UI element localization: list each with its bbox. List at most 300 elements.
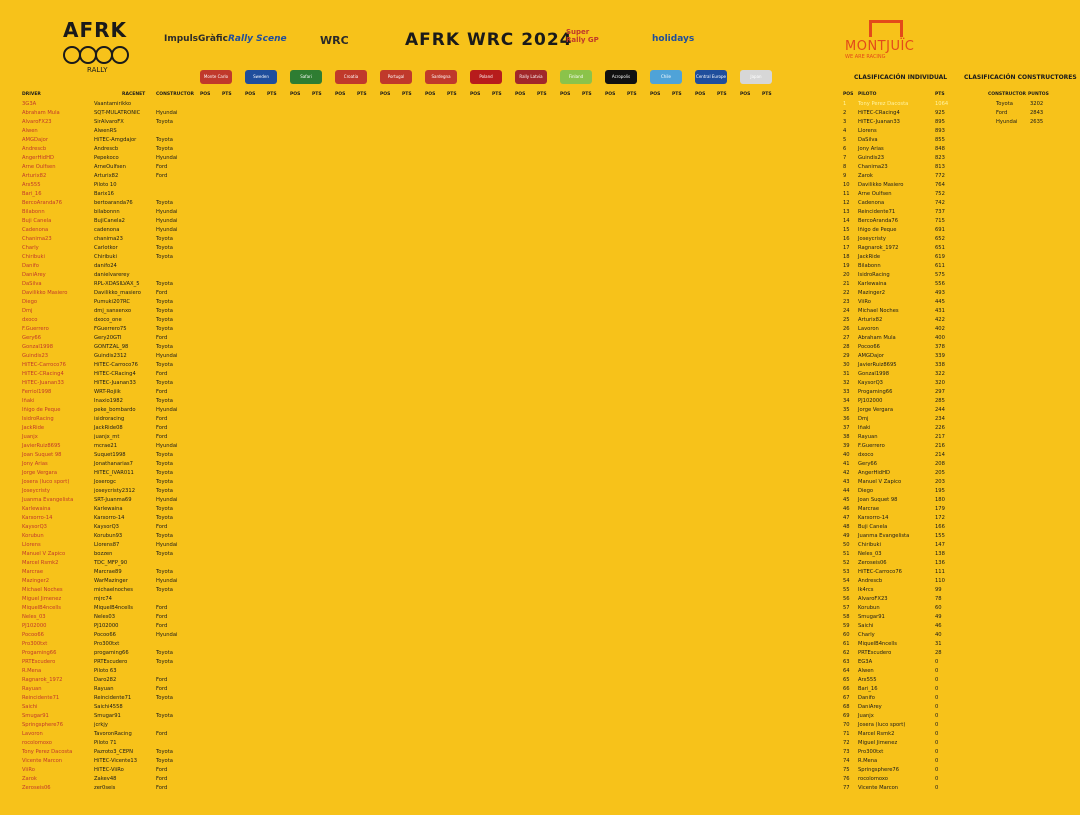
standing-pts: 752 (935, 191, 945, 197)
standing-row (843, 299, 973, 306)
driver-name: BercoAranda76 (22, 200, 63, 206)
constructor: Toyota (156, 551, 173, 557)
constructor: Toyota (156, 344, 173, 350)
driver-name: F.Guerrero (22, 326, 49, 332)
driver-name: Tony Perez Dacosta (22, 749, 73, 755)
standing-pts: 322 (935, 371, 945, 377)
sponsor-wrc: WRC (320, 34, 349, 47)
constructor: Hyundai (156, 110, 178, 116)
standing-pos: 28 (843, 344, 850, 350)
racenet-id: progaming66 (94, 650, 129, 656)
constructor: Ford (156, 605, 168, 611)
racenet-id: isidroracing (94, 416, 125, 422)
racenet-id: HiTEC_IVAR011 (94, 470, 134, 476)
standing-driver: Charly (858, 632, 875, 638)
standing-row (843, 425, 973, 432)
sponsor-rally-scene: Rally Scene (228, 34, 287, 44)
driver-name: Joan Suquet 98 (22, 452, 62, 458)
racenet-id: HiTEC-Juanan33 (94, 380, 136, 386)
driver-name: Davilikko Masiero (22, 290, 68, 296)
standing-driver: Diego (858, 488, 874, 494)
driver-name: Smugar91 (22, 713, 49, 719)
col-pts: PTS (672, 92, 682, 97)
constructor: Toyota (156, 587, 173, 593)
standing-row (843, 470, 973, 477)
col-pts: PTS (492, 92, 502, 97)
standing-pts: 691 (935, 227, 945, 233)
standing-driver: R.Mena (858, 758, 878, 764)
standing-pts: 611 (935, 263, 945, 269)
constructor: Toyota (156, 452, 173, 458)
standing-pos: 61 (843, 641, 850, 647)
constructor: Toyota (156, 515, 173, 521)
standing-pos: 11 (843, 191, 850, 197)
standing-driver: Juanma Evangelista (858, 533, 910, 539)
standing-pts: 110 (935, 578, 945, 584)
standing-row (843, 371, 973, 378)
standing-pts: 78 (935, 596, 942, 602)
con-col-puntos: PUNTOS (1028, 92, 1049, 97)
standing-driver: HiTEC-CRacing4 (858, 110, 900, 116)
standing-pos: 48 (843, 524, 850, 530)
standing-driver: JackRide (858, 254, 881, 260)
standing-pos: 3 (843, 119, 847, 125)
standing-driver: Iñaki (858, 425, 871, 431)
racenet-id: WRT-Rojiik (94, 389, 121, 395)
driver-name: IsidroRacing (22, 416, 54, 422)
standing-pos: 77 (843, 785, 850, 791)
standing-pos: 76 (843, 776, 850, 782)
standing-pts: 0 (935, 686, 939, 692)
table-row (22, 227, 812, 234)
standing-pos: 10 (843, 182, 850, 188)
driver-name: Rayuan (22, 686, 42, 692)
standing-driver: MiquelB4ncells (858, 641, 897, 647)
driver-name: Joseycristy (22, 488, 50, 494)
driver-name: Jony Arias (22, 461, 48, 467)
standing-pos: 70 (843, 722, 850, 728)
table-row (22, 110, 812, 117)
standing-pts: 172 (935, 515, 945, 521)
table-row (22, 632, 812, 639)
table-row (22, 416, 812, 423)
driver-name: KaysorQ3 (22, 524, 47, 530)
standing-row (843, 218, 973, 225)
standing-row (843, 173, 973, 180)
standing-row (843, 335, 973, 342)
racenet-id: BujiCanela2 (94, 218, 125, 224)
table-row (22, 254, 812, 261)
racenet-id: peke_bombardo (94, 407, 136, 413)
standing-row (843, 515, 973, 522)
racenet-id: Neles03 (94, 614, 116, 620)
standing-pos: 45 (843, 497, 850, 503)
standing-pos: 23 (843, 299, 850, 305)
racenet-id: HiTEC-ViiRo (94, 767, 124, 773)
standing-pts: 320 (935, 380, 945, 386)
standing-driver: Zarok (858, 173, 873, 179)
standing-driver: Reincidente71 (858, 209, 896, 215)
standing-row (843, 452, 973, 459)
driver-name: Zeroseis06 (22, 785, 51, 791)
standing-pts: 147 (935, 542, 945, 548)
racenet-id: Karlewaina (94, 506, 123, 512)
standing-driver: EG3A (858, 659, 873, 665)
standing-driver: Karxorro-14 (858, 515, 889, 521)
driver-name: Chiribuki (22, 254, 45, 260)
driver-name: Neles_03 (22, 614, 46, 620)
table-row (22, 524, 812, 531)
standing-pts: 338 (935, 362, 945, 368)
standing-pos: 34 (843, 398, 850, 404)
rally-plate: Croatia (335, 70, 367, 84)
sponsor-super-rally: Super Rally GP (566, 28, 599, 44)
racenet-id: Saichi4558 (94, 704, 123, 710)
standing-pts: 925 (935, 110, 945, 116)
table-row (22, 236, 812, 243)
racenet-id: Marcrae89 (94, 569, 122, 575)
driver-name: Charly (22, 245, 39, 251)
table-row (22, 317, 812, 324)
standing-pos: 71 (843, 731, 850, 737)
racenet-id: Barix16 (94, 191, 114, 197)
standing-pos: 9 (843, 173, 847, 179)
col-pos: POS (695, 92, 706, 97)
standing-pos: 51 (843, 551, 850, 557)
standing-pts: 445 (935, 299, 945, 305)
racenet-id: PRTEscudero (94, 659, 128, 665)
table-row (22, 569, 812, 576)
constructor-pts: 2843 (1030, 110, 1044, 116)
racenet-id: PJ102000 (94, 623, 119, 629)
constructor: Ford (156, 425, 168, 431)
logo-sub: RALLY (87, 66, 108, 74)
standing-row (843, 686, 973, 693)
racenet-id: HiTEC-Vicente13 (94, 758, 138, 764)
standing-row (843, 587, 973, 594)
standing-row (843, 344, 973, 351)
driver-name: rocolomoxo (22, 740, 52, 746)
table-row (22, 740, 812, 747)
standing-row (843, 614, 973, 621)
standing-pos: 72 (843, 740, 850, 746)
driver-name: HiTEC-CRacing4 (22, 371, 64, 377)
driver-name: Bari_16 (22, 191, 42, 197)
standing-pts: 208 (935, 461, 945, 467)
standing-row (843, 146, 973, 153)
driver-name: Progaming66 (22, 650, 57, 656)
standing-row (843, 479, 973, 486)
driver-name: Springsphere76 (22, 722, 64, 728)
constructor: Hyundai (156, 632, 178, 638)
col-pos: POS (605, 92, 616, 97)
table-row (22, 614, 812, 621)
standing-pos: 20 (843, 272, 850, 278)
standing-pts: 402 (935, 326, 945, 332)
racenet-id: Pazroto3_CEPN (94, 749, 133, 755)
standing-pts: 138 (935, 551, 945, 557)
standing-row (843, 326, 973, 333)
table-row (22, 560, 812, 567)
table-row (22, 677, 812, 684)
standing-pos: 73 (843, 749, 850, 755)
standing-row (843, 524, 973, 531)
racenet-id: bilabonnn (94, 209, 120, 215)
standing-pts: 226 (935, 425, 945, 431)
standing-pts: 0 (935, 767, 939, 773)
constructor: Hyundai (156, 227, 178, 233)
driver-name: PRTEscudero (22, 659, 56, 665)
table-row (22, 353, 812, 360)
standing-pos: 52 (843, 560, 850, 566)
standing-pts: 216 (935, 443, 945, 449)
col-pos: POS (425, 92, 436, 97)
racenet-id: Joserogc (94, 479, 116, 485)
standing-pts: 619 (935, 254, 945, 260)
logo-text: AFRK (63, 18, 128, 42)
racenet-id: danifo24 (94, 263, 117, 269)
standing-pos: 1 (843, 101, 847, 107)
standing-pos: 64 (843, 668, 850, 674)
table-row (22, 650, 812, 657)
driver-name: Pro300txt (22, 641, 48, 647)
table-row (22, 128, 812, 135)
table-row (22, 362, 812, 369)
constructor-row (988, 119, 1078, 126)
standing-pts: 1064 (935, 101, 949, 107)
standing-pos: 37 (843, 425, 850, 431)
constructor-row (988, 110, 1078, 117)
driver-name: Juanma Evangelista (22, 497, 74, 503)
con-col-constructor: CONSTRUCTOR (988, 92, 1026, 97)
standing-pts: 652 (935, 236, 945, 242)
standing-pts: 205 (935, 470, 945, 476)
table-row (22, 371, 812, 378)
racenet-id: Pro300txt (94, 641, 120, 647)
racenet-id: dxoco_one (94, 317, 122, 323)
rally-plate: Monte Carlo (200, 70, 232, 84)
standing-row (843, 668, 973, 675)
racenet-id: Carlotkor (94, 245, 118, 251)
table-row (22, 245, 812, 252)
standing-row (843, 569, 973, 576)
driver-name: Miguel Jimenez (22, 596, 62, 602)
standing-row (843, 119, 973, 126)
constructor: Hyundai (156, 407, 178, 413)
constructor: Hyundai (156, 578, 178, 584)
standing-driver: Chanima23 (858, 164, 888, 170)
standing-row (843, 560, 973, 567)
standing-pos: 67 (843, 695, 850, 701)
driver-name: ViiRo (22, 767, 35, 773)
racenet-id: TavoronRacing (94, 731, 132, 737)
constructor: Ford (156, 767, 168, 773)
table-row (22, 605, 812, 612)
driver-name: Marcrae (22, 569, 44, 575)
standing-pos: 19 (843, 263, 850, 269)
constructor: Toyota (156, 380, 173, 386)
standing-driver: Cadenona (858, 200, 885, 206)
standing-row (843, 551, 973, 558)
standing-pts: 217 (935, 434, 945, 440)
standing-row (843, 263, 973, 270)
standing-pts: 556 (935, 281, 945, 287)
racenet-id: Davilikko_masiero (94, 290, 141, 296)
driver-name: dxoco (22, 317, 38, 323)
driver-name: Jorge Vergara (22, 470, 58, 476)
racenet-id: Arturix82 (94, 173, 119, 179)
constructor: Hyundai (156, 443, 178, 449)
standing-pts: 651 (935, 245, 945, 251)
standing-pos: 30 (843, 362, 850, 368)
driver-name: MiquelB4ncells (22, 605, 61, 611)
standing-row (843, 155, 973, 162)
constructor: Toyota (156, 254, 173, 260)
standing-row (843, 110, 973, 117)
standing-pts: 893 (935, 128, 945, 134)
standing-driver: Marcel Rsmk2 (858, 731, 895, 737)
standing-pts: 431 (935, 308, 945, 314)
racenet-id: RPL-XDASILVAX_5 (94, 281, 140, 287)
constructor: Toyota (156, 398, 173, 404)
montjuic-name: MONTJUÏC (845, 39, 915, 54)
table-row (22, 155, 812, 162)
standing-pts: 742 (935, 200, 945, 206)
standing-pts: 234 (935, 416, 945, 422)
standing-driver: Michael Noches (858, 308, 899, 314)
table-row (22, 407, 812, 414)
rally-plate: Rally Latvia (515, 70, 547, 84)
standing-pts: 136 (935, 560, 945, 566)
standing-pts: 49 (935, 614, 942, 620)
standing-driver: Karlewaina (858, 281, 887, 287)
col-pos: POS (560, 92, 571, 97)
driver-name: Saichi (22, 704, 38, 710)
standing-pts: 0 (935, 776, 939, 782)
constructor: Ford (156, 416, 168, 422)
standing-pos: 7 (843, 155, 847, 161)
standing-row (843, 398, 973, 405)
driver-name: Lavoron (22, 731, 43, 737)
standing-driver: AngerHidHD (858, 470, 890, 476)
driver-name: Vicente Marcon (22, 758, 63, 764)
col-pts: PTS (357, 92, 367, 97)
col-pts: PTS (402, 92, 412, 97)
col-constructor: CONSTRUCTOR (156, 92, 194, 97)
standing-row (843, 236, 973, 243)
standing-driver: Ragnarok_1972 (858, 245, 899, 251)
standing-pos: 47 (843, 515, 850, 521)
table-row (22, 785, 812, 792)
standing-row (843, 731, 973, 738)
table-row (22, 308, 812, 315)
driver-name: Guindis23 (22, 353, 49, 359)
standing-pts: 0 (935, 785, 939, 791)
driver-name: AMGDajor (22, 137, 48, 143)
standing-row (843, 785, 973, 792)
table-row (22, 623, 812, 630)
constructor: Hyundai (156, 497, 178, 503)
standing-driver: Gery66 (858, 461, 878, 467)
std-col-piloto: PILOTO (858, 92, 877, 97)
standing-driver: Manuel V Zapico (858, 479, 902, 485)
standing-driver: AMGDajor (858, 353, 884, 359)
constructor: Ford (156, 785, 168, 791)
standing-pos: 17 (843, 245, 850, 251)
standing-driver: Korubun (858, 605, 880, 611)
racenet-id: KaysorQ3 (94, 524, 119, 530)
standing-row (843, 596, 973, 603)
standing-driver: Juanjx (858, 713, 874, 719)
table-row (22, 380, 812, 387)
std-col-pos: POS (843, 92, 854, 97)
racenet-id: dmj_sanxenxo (94, 308, 132, 314)
ring-icon (111, 46, 129, 64)
standing-driver: Marcrae (858, 506, 880, 512)
standing-driver: Bari_16 (858, 686, 878, 692)
standing-pts: 0 (935, 668, 939, 674)
constructor: Toyota (156, 200, 173, 206)
table-row (22, 767, 812, 774)
standing-pos: 75 (843, 767, 850, 773)
standing-row (843, 101, 973, 108)
standing-driver: Davilikko Masiero (858, 182, 904, 188)
table-row (22, 515, 812, 522)
standing-pos: 16 (843, 236, 850, 242)
driver-name: Diego (22, 299, 38, 305)
constructor: Toyota (156, 749, 173, 755)
racenet-id: mjrc74 (94, 596, 112, 602)
racenet-id: cadenona (94, 227, 120, 233)
racenet-id: Pocoo66 (94, 632, 116, 638)
standing-pos: 2 (843, 110, 847, 116)
standing-driver: Pocoo66 (858, 344, 880, 350)
standing-row (843, 461, 973, 468)
standing-driver: F.Guerrero (858, 443, 885, 449)
constructor: Toyota (156, 119, 173, 125)
standing-pos: 21 (843, 281, 850, 287)
standing-driver: Guindis23 (858, 155, 885, 161)
standing-pos: 29 (843, 353, 850, 359)
racenet-id: AlwenRS (94, 128, 117, 134)
racenet-id: danielvarerey (94, 272, 130, 278)
table-row (22, 101, 812, 108)
constructor: Hyundai (156, 209, 178, 215)
driver-name: Manuel V Zapico (22, 551, 66, 557)
table-row (22, 641, 812, 648)
standing-pos: 65 (843, 677, 850, 683)
standing-pos: 26 (843, 326, 850, 332)
standing-pos: 43 (843, 479, 850, 485)
standing-pts: 813 (935, 164, 945, 170)
standing-driver: Lavoron (858, 326, 879, 332)
constructor: Hyundai (156, 155, 178, 161)
standing-row (843, 182, 973, 189)
col-pts: PTS (582, 92, 592, 97)
table-row (22, 776, 812, 783)
table-row (22, 479, 812, 486)
table-row (22, 173, 812, 180)
constructor: Ford (156, 776, 168, 782)
standing-pos: 18 (843, 254, 850, 260)
standing-row (843, 542, 973, 549)
constructor: Toyota (156, 506, 173, 512)
standing-row (843, 740, 973, 747)
standing-row (843, 497, 973, 504)
standing-pts: 28 (935, 650, 942, 656)
driver-name: Zarok (22, 776, 37, 782)
standing-driver: Andrescb (858, 578, 883, 584)
